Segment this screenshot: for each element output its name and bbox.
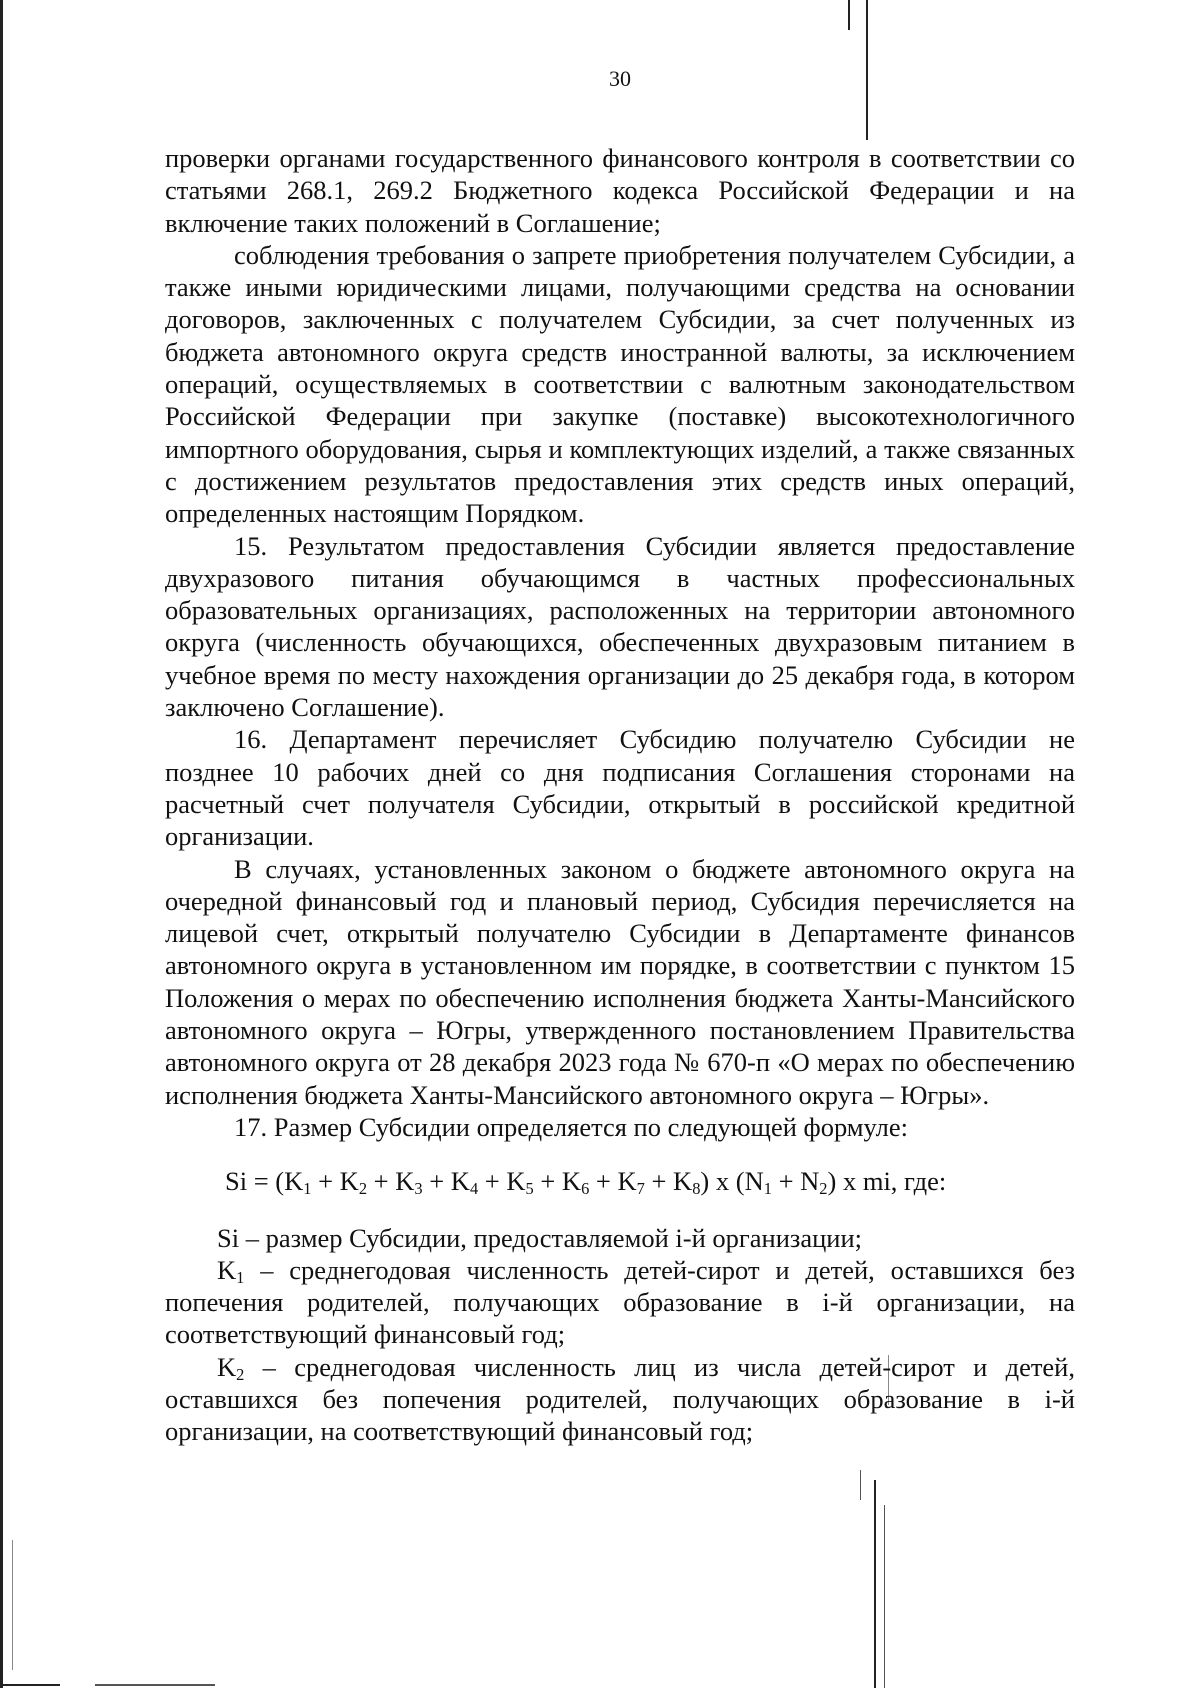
paragraph: соблюдения требования о запрете приобретения получателем Субсидии, а также иными юридическими лицами, получающими средства на основании договоров, заключенных с получателем Субсидии, за счет полученных из бюджета автономного округа средств иностранной валюты, за исключением операций, осуществляемых в соответствии с валютным законодательством Российской Федерации при закупке (поставке) высокотехнологичного импортного оборудования, сырья и комплектующих изделий, а также связанных с достижением результатов предоставления этих средств иных операций, определенных настоящим Порядком. — [165, 239, 1075, 529]
scan-artifact-line — [12, 1540, 13, 1670]
paragraph: проверки органами государственного финансового контроля в соответствии со статьями 268.1, 269.2 Бюджетного кодекса Российской Федерации и на включение таких положений в Соглашение; — [165, 143, 1075, 238]
scan-artifact-line — [0, 1684, 60, 1686]
scan-artifact-line — [848, 0, 850, 30]
paragraph: 16. Департамент перечисляет Субсидию получателю Субсидии не позднее 10 рабочих дней со дня подписания Соглашения сторонами на расчетный счет получателя Субсидии, открытый в российской кредитной организации. — [165, 724, 1075, 852]
paragraph: 17. Размер Субсидии определяется по следующей формуле: — [234, 1111, 908, 1142]
scan-artifact-line — [0, 0, 3, 1688]
scan-artifact-line — [860, 1470, 861, 1500]
subsidy-formula: $Si = (K_1 + K_2 + K_3 + K_4 + K_5 + K_6 + K_7 + K_8)$ x $(N_1 + N_2)$ x mi, где: — [225, 1166, 947, 1199]
definition-k1: $K_1$ – среднегодовая численность детей-сирот и детей, оставшихся без попечения родителей, получающих образование в i-й организации, на соответствующий финансовый год; — [165, 1254, 1075, 1350]
definition-k2: $K_2$ – среднегодовая численность лиц из числа детей-сирот и детей, оставшихся без попечения родителей, получающих образование в i-й организации, на соответствующий финансовый год; — [165, 1351, 1075, 1447]
scan-artifact-line — [884, 1505, 885, 1688]
paragraph: В случаях, установленных законом о бюджете автономного округа на очередной финансовый год и плановый период, Субсидия перечисляется на лицевой счет, открытый получателю Субсидии в Департаменте финансов автономного округа в установленном им порядке, в соответствии с пунктом 15 Положения о мерах по обеспечению исполнения бюджета Ханты-Мансийского автономного округа – Югры, утвержденного постановлением Правительства автономного округа от 28 декабря 2023 года № 670-п «О мерах по обеспечению исполнения бюджета Ханты-Мансийского автономного округа – Югры». — [165, 853, 1075, 1110]
paragraph: 15. Результатом предоставления Субсидии является предоставление двухразового питания обучающимся в частных профессиональных образовательных организациях, расположенных на территории автономного округа (численность обучающихся, обеспеченных двухразовым питанием в учебное время по месту нахождения организации до 25 декабря года, в котором заключено Соглашение). — [165, 530, 1075, 723]
scan-artifact-line — [95, 1684, 215, 1686]
definition-si: Si – размер Субсидии, предоставляемой i-й организации; — [217, 1222, 863, 1253]
scan-artifact-line — [874, 1480, 876, 1688]
page-number: 30 — [609, 66, 631, 91]
document-body — [165, 142, 1075, 1448]
